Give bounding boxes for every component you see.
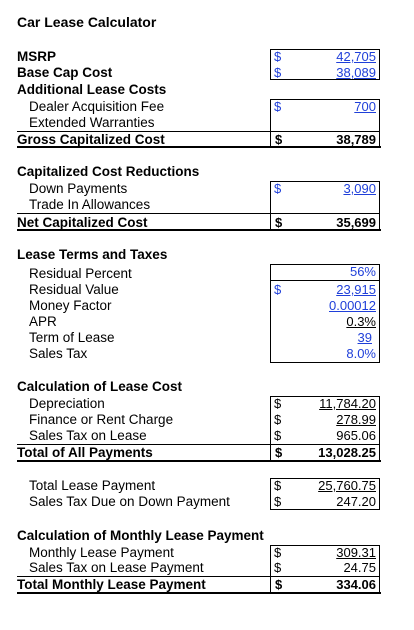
residual-value-label: Residual Value bbox=[29, 282, 119, 297]
currency-symbol: $ bbox=[274, 478, 282, 493]
term-field[interactable] bbox=[270, 330, 380, 345]
apr-value: 0.3% bbox=[346, 314, 376, 329]
currency-symbol: $ bbox=[274, 412, 282, 427]
currency-symbol: $ bbox=[274, 282, 282, 297]
money-factor-value: 0.00012 bbox=[329, 298, 376, 313]
sales-tax-field[interactable] bbox=[270, 346, 380, 361]
finance-charge-cell bbox=[270, 412, 380, 427]
total-lease-payment-label: Total Lease Payment bbox=[29, 478, 156, 493]
trade-in-field[interactable] bbox=[270, 197, 380, 212]
sales-tax-down-value: 247.20 bbox=[336, 494, 376, 509]
net-cap-cost-label: Net Capitalized Cost bbox=[17, 215, 148, 230]
residual-value-field[interactable] bbox=[270, 282, 380, 297]
total-underline bbox=[17, 592, 381, 594]
currency-symbol: $ bbox=[275, 445, 283, 460]
total-monthly-label: Total Monthly Lease Payment bbox=[17, 577, 206, 592]
currency-symbol: $ bbox=[275, 577, 283, 592]
lease-cost-heading: Calculation of Lease Cost bbox=[17, 379, 183, 394]
msrp-value: 42,705 bbox=[336, 49, 376, 64]
msrp-field[interactable] bbox=[270, 49, 380, 64]
net-cap-cost-box bbox=[270, 213, 380, 230]
msrp-label: MSRP bbox=[17, 49, 57, 64]
total-lease-payment-value: 25,760.75 bbox=[318, 478, 376, 493]
extended-warranties-field[interactable] bbox=[270, 115, 380, 130]
monthly-sales-tax-value: 24.75 bbox=[343, 560, 376, 575]
currency-symbol: $ bbox=[274, 181, 282, 196]
cell-divider bbox=[270, 280, 380, 281]
depreciation-cell bbox=[270, 396, 380, 411]
page-title: Car Lease Calculator bbox=[17, 14, 157, 30]
finance-charge-value: 278.99 bbox=[336, 412, 376, 427]
currency-symbol: $ bbox=[275, 132, 283, 147]
total-underline bbox=[17, 146, 381, 148]
currency-symbol: $ bbox=[274, 560, 282, 575]
down-payments-field[interactable] bbox=[270, 181, 380, 196]
currency-symbol: $ bbox=[274, 65, 282, 80]
residual-percent-label: Residual Percent bbox=[29, 266, 132, 281]
base-cap-cost-label: Base Cap Cost bbox=[17, 65, 113, 80]
monthly-sales-tax-cell bbox=[270, 560, 380, 575]
extended-warranties-label: Extended Warranties bbox=[29, 115, 155, 130]
currency-symbol: $ bbox=[275, 215, 283, 230]
gross-cap-cost-value: 38,789 bbox=[336, 132, 376, 147]
money-factor-label: Money Factor bbox=[29, 298, 112, 313]
monthly-payment-heading: Calculation of Monthly Lease Payment bbox=[17, 528, 264, 543]
depreciation-value: 11,784.20 bbox=[319, 396, 376, 411]
sales-tax-on-lease-value: 965.06 bbox=[336, 428, 376, 443]
dealer-fee-field[interactable] bbox=[270, 99, 380, 114]
apr-cell bbox=[270, 314, 380, 329]
divider bbox=[17, 213, 270, 214]
sales-tax-value: 8.0% bbox=[346, 346, 376, 361]
lease-terms-heading: Lease Terms and Taxes bbox=[17, 247, 168, 262]
currency-symbol: $ bbox=[274, 494, 282, 509]
additional-costs-heading: Additional Lease Costs bbox=[17, 82, 167, 97]
total-monthly-value: 334.06 bbox=[336, 577, 376, 592]
finance-charge-label: Finance or Rent Charge bbox=[29, 412, 174, 427]
down-payments-label: Down Payments bbox=[29, 181, 128, 196]
depreciation-label: Depreciation bbox=[29, 396, 105, 411]
total-payments-label: Total of All Payments bbox=[17, 445, 153, 460]
currency-symbol: $ bbox=[274, 396, 282, 411]
total-payments-box bbox=[270, 444, 380, 461]
residual-percent-field[interactable] bbox=[270, 264, 380, 279]
currency-symbol: $ bbox=[274, 428, 282, 443]
sales-tax-down-cell bbox=[270, 494, 380, 509]
reductions-heading: Capitalized Cost Reductions bbox=[17, 164, 200, 179]
total-underline bbox=[17, 460, 381, 462]
money-factor-field[interactable] bbox=[270, 298, 380, 313]
base-cap-cost-value: 38,089 bbox=[336, 65, 376, 80]
monthly-lease-payment-cell bbox=[270, 545, 380, 560]
sales-tax-label: Sales Tax bbox=[29, 346, 88, 361]
currency-symbol: $ bbox=[274, 49, 282, 64]
dealer-fee-value: 700 bbox=[354, 99, 376, 114]
total-payments-value: 13,028.25 bbox=[318, 445, 376, 460]
sales-tax-on-lease-cell bbox=[270, 428, 380, 443]
monthly-sales-tax-label: Sales Tax on Lease Payment bbox=[29, 560, 204, 575]
net-cap-cost-value: 35,699 bbox=[336, 215, 376, 230]
total-lease-payment-cell bbox=[270, 478, 380, 493]
gross-cap-cost-box bbox=[270, 131, 380, 147]
down-payments-value: 3,090 bbox=[343, 181, 376, 196]
trade-in-label: Trade In Allowances bbox=[29, 197, 151, 212]
monthly-lease-payment-value: 309.31 bbox=[336, 545, 376, 560]
gross-cap-cost-label: Gross Capitalized Cost bbox=[17, 132, 165, 147]
term-label: Term of Lease bbox=[29, 330, 115, 345]
residual-value-value: 23,915 bbox=[336, 282, 376, 297]
dealer-fee-label: Dealer Acquisition Fee bbox=[29, 99, 165, 114]
sales-tax-on-lease-label: Sales Tax on Lease bbox=[29, 428, 147, 443]
residual-percent-value: 56% bbox=[349, 264, 376, 279]
term-value: 39 bbox=[357, 330, 372, 345]
total-underline bbox=[17, 229, 381, 231]
base-cap-cost-field[interactable] bbox=[270, 65, 380, 80]
sales-tax-down-label: Sales Tax Due on Down Payment bbox=[29, 494, 230, 509]
currency-symbol: $ bbox=[274, 545, 282, 560]
apr-label: APR bbox=[29, 314, 57, 329]
total-monthly-box bbox=[270, 576, 380, 593]
currency-symbol: $ bbox=[274, 99, 282, 114]
monthly-lease-payment-label: Monthly Lease Payment bbox=[29, 545, 174, 560]
